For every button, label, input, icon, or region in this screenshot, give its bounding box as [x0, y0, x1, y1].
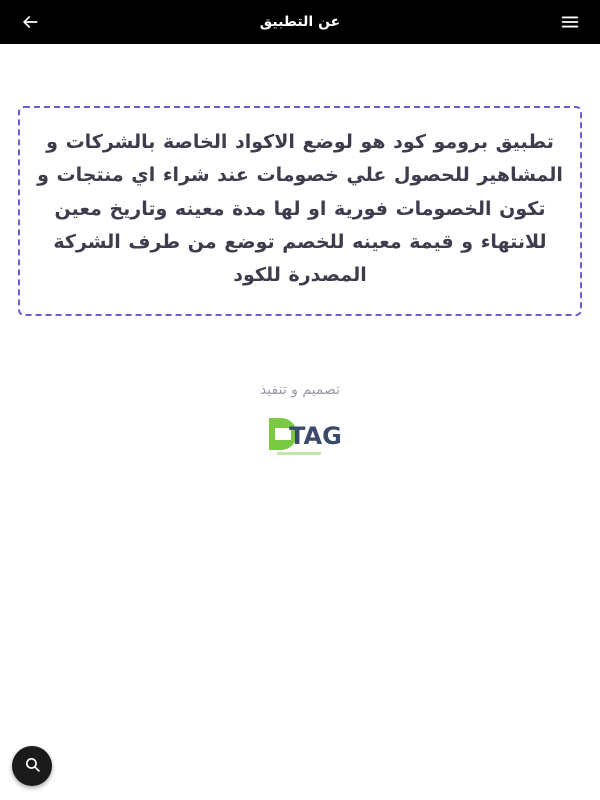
dtag-logo-icon [255, 412, 345, 458]
hamburger-menu-icon [559, 11, 581, 33]
back-button[interactable] [14, 6, 46, 38]
developer-logo [0, 412, 600, 458]
about-description-box [18, 106, 582, 316]
app-bar [0, 0, 600, 44]
about-description-text: تطبيق برومو كود هو لوضع الاكواد الخاصة بالشركات و المشاهير للحصول علي خصومات عند شراء اي منتجات و تكون الخصومات فورية او لها مدة معينه وتاريخ معين للانتهاء و قيمة معينه للخصم توضع من طرف الشركة المصدرة للكود [37, 131, 563, 286]
arrow-left-icon [20, 12, 40, 32]
menu-button[interactable] [554, 6, 586, 38]
search-icon [24, 756, 41, 777]
search-fab-button[interactable] [12, 746, 52, 786]
main-content [0, 106, 600, 458]
credit-label: تصميم و تنفيذ [259, 382, 341, 399]
svg-text:TAG: TAG [289, 422, 342, 451]
page-title: عن التطبيق [259, 14, 341, 30]
